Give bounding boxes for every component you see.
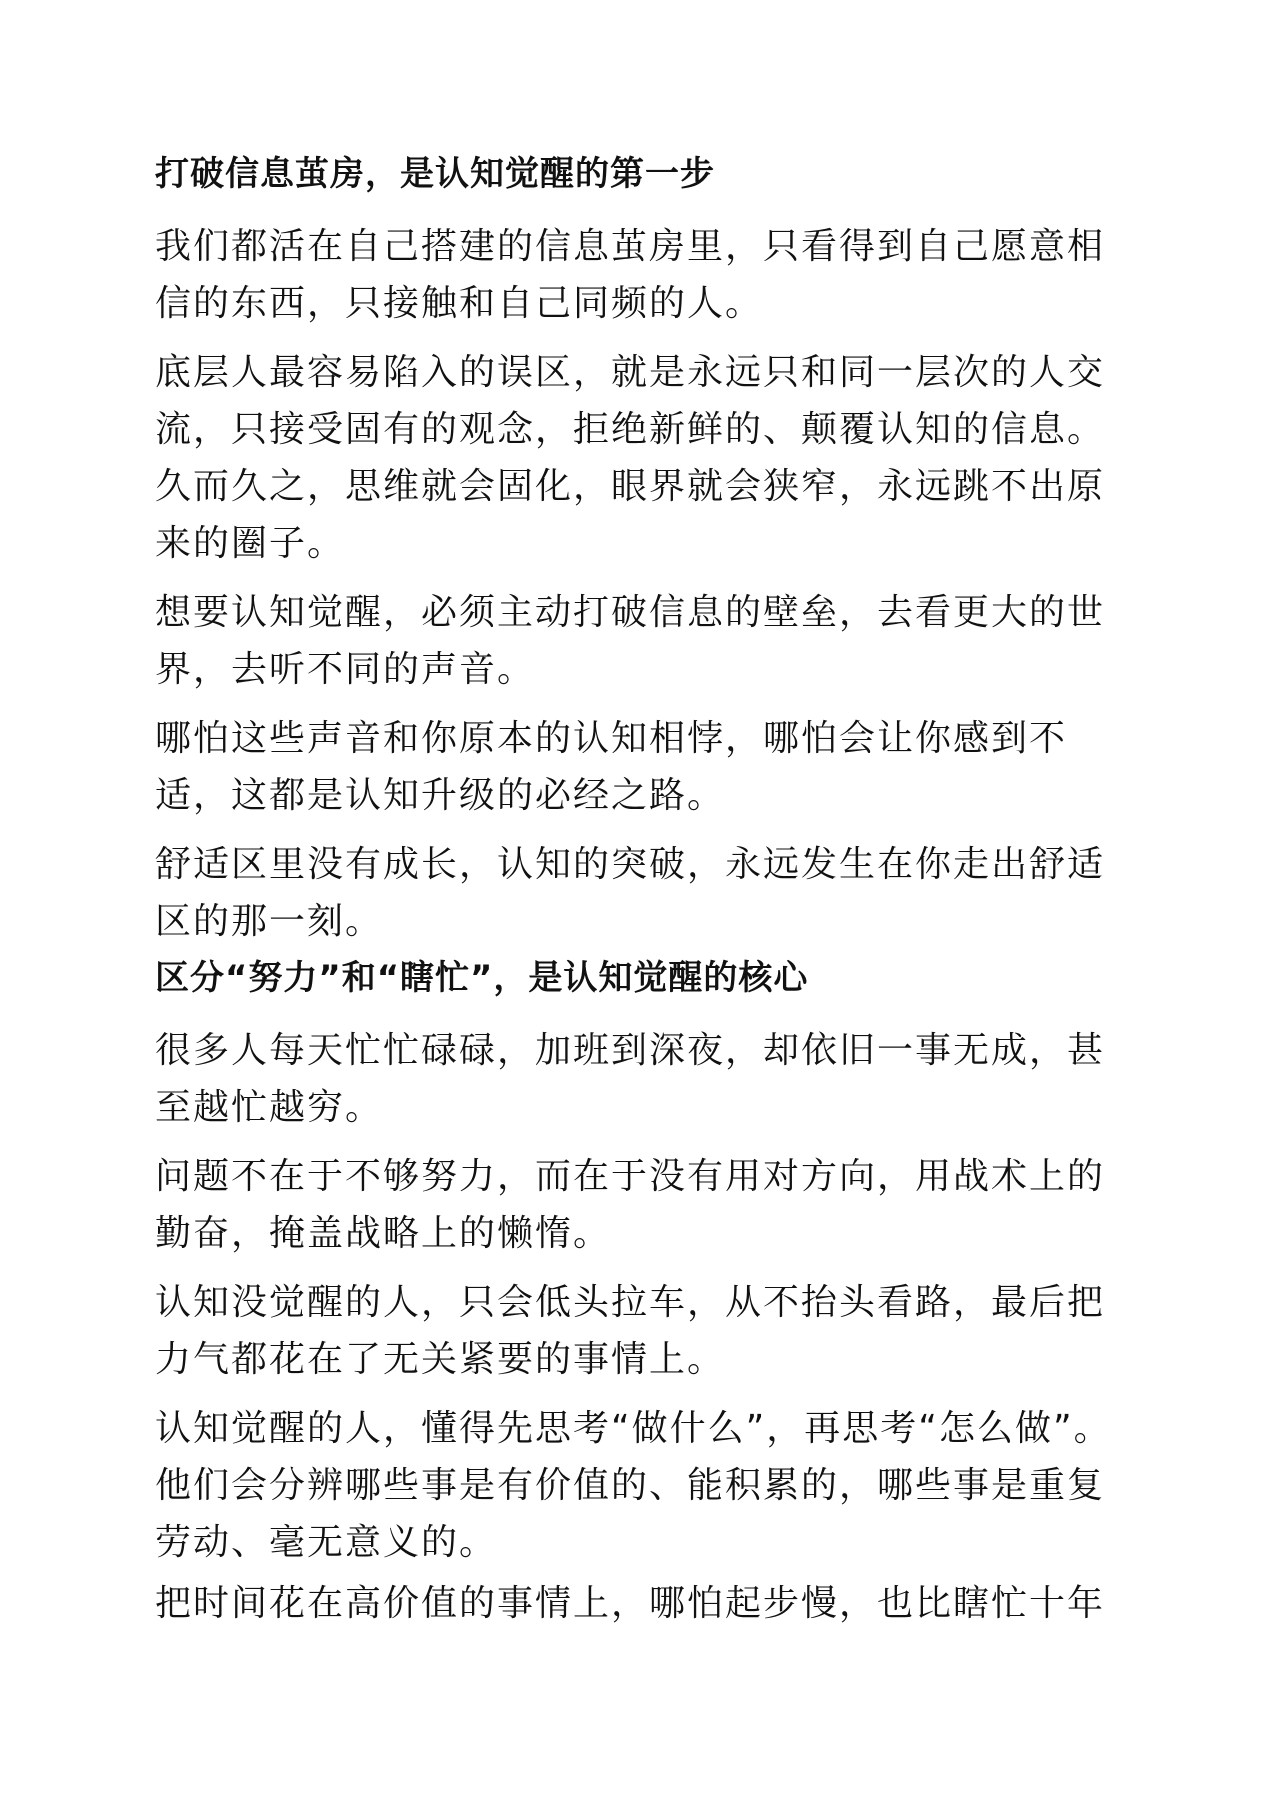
paragraph: 想要认知觉醒，必须主动打破信息的壁垒，去看更大的世界，去听不同的声音。 (155, 592, 1106, 690)
paragraph: 底层人最容易陷入的误区，就是永远只和同一层次的人交流，只接受固有的观念，拒绝新鲜的、颠覆认知的信息。久而久之，思维就会固化，眼界就会狭窄，永远跳不出原来的圈子。 (155, 352, 1106, 564)
paragraph: 我们都活在自己搭建的信息茧房里，只看得到自己愿意相信的东西，只接触和自己同频的人。 (155, 226, 1106, 324)
paragraph: 问题不在于不够努力，而在于没有用对方向，用战术上的勤奋，掩盖战略上的懒惰。 (155, 1156, 1106, 1254)
section-heading-information-cocoon: 打破信息茧房，是认知觉醒的第一步 (155, 154, 715, 194)
document-page (155, 150, 1125, 1644)
paragraph: 认知觉醒的人，懂得先思考“做什么”，再思考“怎么做”。他们会分辨哪些事是有价值的、能积累的，哪些事是重复劳动、毫无意义的。 (155, 1408, 1112, 1563)
paragraph: 认知没觉醒的人，只会低头拉车，从不抬头看路，最后把力气都花在了无关紧要的事情上。 (155, 1282, 1106, 1380)
paragraph: 哪怕这些声音和你原本的认知相悖，哪怕会让你感到不适，这都是认知升级的必经之路。 (155, 718, 1068, 816)
paragraph: 很多人每天忙忙碌碌，加班到深夜，却依旧一事无成，甚至越忙越穷。 (155, 1030, 1106, 1128)
section-heading-effort-vs-busywork: 区分“努力”和“瞎忙”，是认知觉醒的核心 (155, 958, 809, 998)
paragraph: 把时间花在高价值的事情上，哪怕起步慢，也比瞎忙十年 (155, 1583, 1106, 1624)
paragraph: 舒适区里没有成长，认知的突破，永远发生在你走出舒适区的那一刻。 (155, 844, 1106, 942)
